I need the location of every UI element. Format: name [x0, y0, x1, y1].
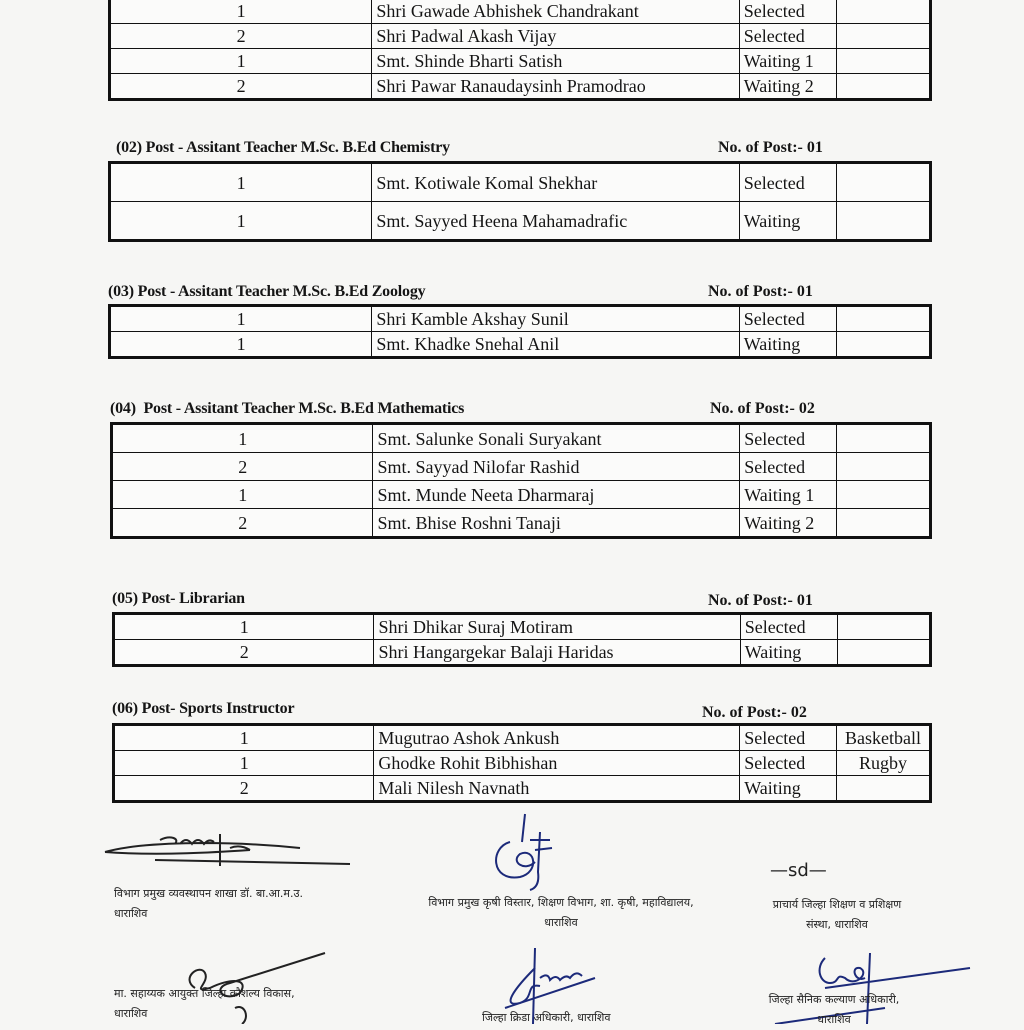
selection-status: Selected	[740, 424, 837, 453]
selection-status: Selected	[739, 306, 836, 332]
candidate-name: Shri Gawade Abhishek Chandrakant	[372, 0, 739, 24]
serial-number: 2	[110, 74, 372, 100]
candidate-name: Shri Hangargekar Balaji Haridas	[374, 640, 740, 666]
candidate-name: Smt. Kotiwale Komal Shekhar	[372, 163, 739, 202]
candidate-name: Shri Pawar Ranaudaysinh Pramodrao	[372, 74, 739, 100]
remark	[837, 614, 930, 640]
candidate-name: Smt. Salunke Sonali Suryakant	[373, 424, 740, 453]
signature-5-title: जिल्हा क्रिडा अधिकारी, धाराशिव	[482, 1011, 611, 1024]
remark	[836, 49, 930, 74]
signature-3-place: संस्था, धाराशिव	[806, 918, 868, 931]
signature-5-caption	[482, 1008, 611, 1028]
section-03-table	[108, 304, 932, 359]
signature-3-mark: —sd—	[770, 860, 827, 881]
signature-4-place: धाराशिव	[114, 1007, 148, 1020]
signature-2-place: धाराशिव	[544, 916, 578, 929]
table-row	[110, 0, 931, 24]
signature-2-title: विभाग प्रमुख कृषी विस्तार, शिक्षण विभाग, शा. कृषी, महाविद्यालय,	[428, 896, 694, 909]
signature-2-caption	[396, 893, 726, 933]
table-row	[114, 614, 931, 640]
table-row	[112, 481, 931, 509]
serial-number: 1	[114, 751, 374, 776]
candidate-name: Smt. Sayyed Heena Mahamadrafic	[372, 202, 739, 241]
signature-1-caption	[114, 884, 303, 924]
candidate-name: Shri Padwal Akash Vijay	[372, 24, 739, 49]
candidate-name: Smt. Sayyad Nilofar Rashid	[373, 453, 740, 481]
selection-status: Waiting	[740, 776, 837, 802]
table-row	[114, 640, 931, 666]
signature-1-icon	[100, 830, 360, 875]
table-row	[110, 163, 931, 202]
remark	[836, 24, 930, 49]
section-05-table	[112, 612, 932, 667]
table-row	[110, 74, 931, 100]
candidate-name: Smt. Bhise Roshni Tanaji	[373, 509, 740, 538]
signature-3-caption	[752, 895, 922, 935]
selection-status: Selected	[740, 614, 837, 640]
section-05-post-count: No. of Post:- 01	[708, 592, 813, 609]
remark	[837, 453, 931, 481]
serial-number: 1	[110, 49, 372, 74]
section-02-heading: (02) Post - Assitant Teacher M.Sc. B.Ed Chemistry	[116, 139, 450, 156]
table-row	[110, 306, 931, 332]
table-row	[112, 453, 931, 481]
table-row	[114, 776, 931, 802]
serial-number: 1	[110, 306, 372, 332]
selection-status: Selected	[740, 453, 837, 481]
section-02-post-count: No. of Post:- 01	[718, 139, 823, 156]
remark	[836, 163, 930, 202]
section-04-heading: (04) Post - Assitant Teacher M.Sc. B.Ed Mathematics	[110, 400, 465, 417]
signature-3-title: प्राचार्य जिल्हा शिक्षण व प्रशिक्षण	[772, 898, 902, 911]
candidate-name: Ghodke Rohit Bibhishan	[374, 751, 740, 776]
serial-number: 1	[112, 481, 373, 509]
serial-number: 2	[112, 509, 373, 538]
table-row	[110, 24, 931, 49]
signature-6-caption	[754, 990, 914, 1030]
candidate-name: Shri Dhikar Suraj Motiram	[374, 614, 740, 640]
signature-1-title: विभाग प्रमुख व्यवस्थापन शाखा डॉ. बा.आ.म.उ.	[114, 887, 303, 900]
candidate-name: Smt. Munde Neeta Dharmaraj	[373, 481, 740, 509]
signature-2-icon	[480, 812, 570, 892]
signature-4-title: मा. सहाय्यक आयुक्त जिल्हा कौशल्य विकास,	[114, 987, 295, 1000]
section-04-table	[110, 422, 932, 539]
remark	[836, 332, 930, 358]
candidate-name: Mugutrao Ashok Ankush	[374, 725, 740, 751]
serial-number: 1	[110, 332, 372, 358]
section-04-post-count: No. of Post:- 02	[710, 400, 815, 417]
remark	[836, 306, 930, 332]
remark-sport: Rugby	[837, 751, 931, 776]
selection-status: Waiting	[739, 202, 836, 241]
remark	[836, 202, 930, 241]
serial-number: 2	[110, 24, 372, 49]
serial-number: 2	[114, 776, 374, 802]
candidate-name: Mali Nilesh Navnath	[374, 776, 740, 802]
section-06-table	[112, 723, 932, 803]
remark	[837, 424, 931, 453]
section-01-table	[108, 0, 932, 101]
serial-number: 1	[110, 163, 372, 202]
section-02-table	[108, 161, 932, 242]
section-05-heading: (05) Post- Librarian	[112, 590, 245, 607]
table-row	[110, 202, 931, 241]
candidate-name: Smt. Khadke Snehal Anil	[372, 332, 739, 358]
selection-status: Selected	[740, 751, 837, 776]
serial-number: 1	[112, 424, 373, 453]
candidate-name: Shri Kamble Akshay Sunil	[372, 306, 739, 332]
selection-status: Selected	[739, 24, 836, 49]
section-03-post-count: No. of Post:- 01	[708, 283, 813, 300]
remark	[836, 74, 930, 100]
signature-1-place: धाराशिव	[114, 907, 148, 920]
selection-status: Waiting 2	[740, 509, 837, 538]
section-06-post-count: No. of Post:- 02	[702, 704, 807, 721]
serial-number: 1	[114, 614, 374, 640]
signature-6-title: जिल्हा सैनिक कल्याण अधिकारी,	[768, 993, 900, 1006]
table-row	[112, 424, 931, 453]
selection-status: Selected	[739, 163, 836, 202]
remark-sport: Basketball	[837, 725, 931, 751]
table-row	[110, 49, 931, 74]
selection-status: Waiting 1	[740, 481, 837, 509]
serial-number: 1	[114, 725, 374, 751]
signature-6-place: धाराशिव	[817, 1013, 851, 1026]
selection-status: Waiting	[740, 640, 837, 666]
table-row	[112, 509, 931, 538]
remark	[837, 509, 931, 538]
selection-status: Waiting 2	[739, 74, 836, 100]
serial-number: 1	[110, 0, 372, 24]
selection-status: Waiting 1	[739, 49, 836, 74]
selection-status: Selected	[739, 0, 836, 24]
serial-number: 2	[114, 640, 374, 666]
remark	[836, 0, 930, 24]
remark	[837, 481, 931, 509]
signature-4-caption	[114, 984, 295, 1024]
table-row	[114, 725, 931, 751]
remark-sport	[837, 776, 931, 802]
remark	[837, 640, 930, 666]
selection-status: Selected	[740, 725, 837, 751]
candidate-name: Smt. Shinde Bharti Satish	[372, 49, 739, 74]
section-03-heading: (03) Post - Assitant Teacher M.Sc. B.Ed Zoology	[108, 283, 426, 300]
serial-number: 2	[112, 453, 373, 481]
serial-number: 1	[110, 202, 372, 241]
table-row	[110, 332, 931, 358]
section-06-heading: (06) Post- Sports Instructor	[112, 700, 295, 717]
selection-status: Waiting	[739, 332, 836, 358]
table-row	[114, 751, 931, 776]
